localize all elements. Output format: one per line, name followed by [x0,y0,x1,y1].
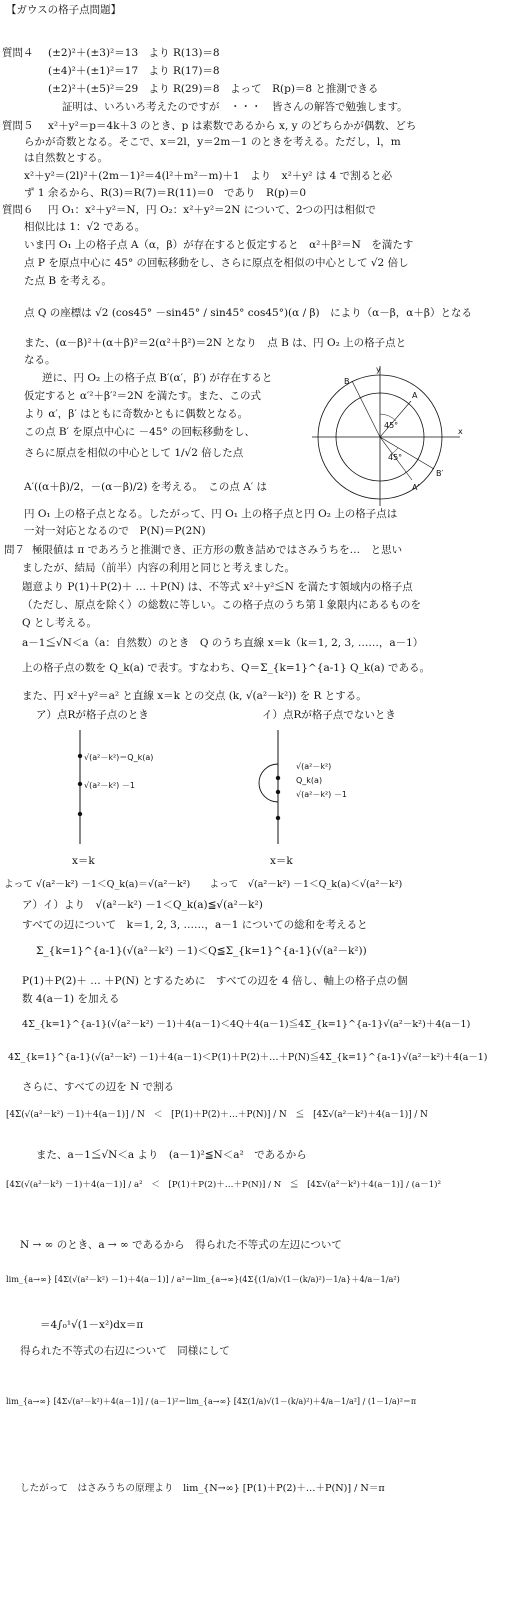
point-a-label: A [412,391,418,400]
q7-line-26: したがって はさみうちの原理より lim_{N→∞} [P(1)＋P(2)＋…＋P(N)] / N＝π [20,1483,385,1494]
q7-line-18: [4Σ(√(a²－k²) －1)＋4(a－1)] / N ＜ [P(1)＋P(2)＋…＋P(N)] / N ≦ [4Σ√(a²－k²)＋4(a－1)] / N [6,1110,428,1120]
segment-ob [352,381,380,437]
q5-line-5: ず 1 余るから、R(3)＝R(7)＝R(11)＝0 であり R(p)＝0 [24,187,307,199]
q5-line-3: は自然数とする。 [24,152,108,164]
case-b-label-3: √(a²－k²) －1 [296,790,347,799]
q6-line-13: さらに原点を相似の中心として 1/√2 倍した点 [24,447,244,459]
q6-line-8: なる。 [24,354,56,366]
angle-arc-1 [380,414,396,421]
q7-line-8: また、円 x²＋y²＝a² と直線 x＝k との交点 (k, √(a²－k²)) を R とする。 [22,690,367,702]
q6-line-7: また、(α－β)²＋(α＋β)²＝2(α²＋β²)＝2N となり 点 B は、円 O₂ 上の格子点と [24,337,407,349]
q6-line-11: より α′，β′ はともに奇数かともに偶数となる。 [24,408,249,420]
y-axis-label: y [376,365,381,374]
case-a-label-2: √(a²－k²) －1 [84,781,135,790]
q5-line-1: x²＋y²＝p＝4k＋3 のとき、p は素数であるから x, y のどちらかが偶数、どち [48,120,417,132]
point-b-label: B [344,377,350,386]
q7-line-20: [4Σ(√(a²－k²) －1)＋4(a－1)] / a² ＜ [P(1)＋P(2)＋…＋P(N)] / N ≦ [4Σ√(a²－k²)＋4(a－1)] / (a－1)² [6,1180,441,1190]
point-ap-label: A′ [412,483,420,492]
case-b-xk: x＝k [270,855,293,867]
q6-line-1: 円 O₁：x²＋y²＝N，円 O₂：x²＋y²＝2N について、2つの円は相似で [48,204,377,216]
q7-line-11: すべての辺について k＝1, 2, 3, ……，a－1 についての総和を考えると [22,919,368,931]
q4-line-1: (±2)²＋(±3)²＝13 より R(13)＝8 [48,47,220,59]
q7-line-12: Σ_{k=1}^{a-1}(√(a²－k²) －1)＜Q≦Σ_{k=1}^{a-1}(√(a²－k²)) [36,945,367,957]
q7-line-9: よって √(a²－k²) －1＜Q_k(a)＝√(a²－k²) よって √(a²－k²) －1＜Q_k(a)＜√(a²－k²) [4,879,403,890]
case-a-heading: ア）点Rが格子点のとき [36,709,149,721]
q7-line-3: 題意より P(1)＋P(2)＋ … ＋P(N) は、不等式 x²＋y²≦N を満たす領域内の格子点 [22,581,413,593]
q7-line-4: （ただし、原点を除く）の総数に等しい。この格子点のうち第１象限内にあるものを [22,599,421,611]
case-b-heading: イ）点Rが格子点でないとき [262,709,396,721]
q5-line-2: らかが奇数となる。そこで、x＝2l，y＝2m－1 のときを考える。ただし，l，m [24,136,401,148]
q6-line-5: た点 B を考える。 [24,275,112,287]
circles-figure [308,362,468,512]
q4-line-2: (±4)²＋(±1)²＝17 より R(17)＝8 [48,65,220,77]
q6-line-6-matrix: 点 Q の座標は √2 (cos45° －sin45° / sin45° cos45°)(α / β) により（α－β，α＋β）となる [24,307,472,319]
page-title: 【ガウスの格子点問題】 [6,4,122,16]
case-a-xk: x＝k [72,855,95,867]
q6-line-3: いま円 O₁ 上の格子点 A（α，β）が存在すると仮定すると α²＋β²＝N を満たす [24,239,414,251]
q6-line-9: 逆に、円 O₂ 上の格子点 B′(α′，β′) が存在すると [42,372,273,384]
segment-oa [380,401,411,437]
q6-line-14: A′((α＋β)/2，－(α－β)/2) を考える。 この点 A′ は [24,481,268,493]
q7-heading: 問７ [4,544,25,556]
q7-line-10: ア）イ）より √(a²－k²) －1＜Q_k(a)≦√(a²－k²) [22,899,263,911]
case-a-label-1: √(a²－k²)＝Q_k(a) [84,753,154,762]
q7-line-23: ＝4∫₀¹√(1－x²)dx＝π [40,1319,144,1331]
q7-line-16: 4Σ_{k=1}^{a-1}(√(a²－k²) －1)＋4(a－1)＜P(1)＋P(2)＋…＋P(N)≦4Σ_{k=1}^{a-1}√(a²－k²)＋4(a－1) [8,1052,488,1063]
q7-line-22: lim_{a→∞} [4Σ(√(a²－k²) －1)＋4(a－1)] / a²＝lim_{a→∞}(4Σ{(1/a)√(1－(k/a)²)－1/a}＋4/a－1/a²) [6,1274,400,1284]
q7-line-1: 極限値は π であろうと推測でき、正方形の敷き詰めではさみうちを… と思い [32,544,403,556]
q6-line-16: 一対一対応となるので P(N)＝P(2N) [24,525,206,537]
q6-line-4: 点 P を原点中心に 45° の回転移動をし、さらに原点を相似の中心として √2 倍し [24,257,409,269]
q4-line-3: (±2)²＋(±5)²＝29 より R(29)＝8 よって R(p)＝8 と推測できる [48,83,379,95]
q6-line-12: この点 B′ を原点中心に －45° の回転移動をし、 [24,426,256,438]
q4-line-4: 証明は、いろいろ考えたのですが ・・・ 皆さんの解答で勉強します。 [62,101,408,113]
q7-line-19: また、a－1≦√N＜a より (a－1)²≦N＜a² であるから [36,1149,307,1161]
x-axis-label: x [458,427,463,436]
point-bp-label: B′ [436,469,444,478]
case-b-label-1: √(a²－k²) [296,762,332,771]
q7-line-21: N → ∞ のとき、a → ∞ であるから 得られた不等式の左辺について [20,1239,342,1251]
q6-heading: 質問６ [2,204,34,216]
q6-line-15: 円 O₁ 上の格子点となる。したがって、円 O₁ 上の格子点と円 O₂ 上の格子点は [24,508,398,520]
q7-line-25: lim_{a→∞} [4Σ√(a²－k²)＋4(a－1)] / (a－1)²＝lim_{a→∞} [4Σ(1/a)√(1－(k/a)²)＋4/a－1/a²] / (1－1/a)²＝π [6,1397,417,1406]
q7-line-13: P(1)＋P(2)＋ … ＋P(N) とするために すべての辺を 4 倍し、軸上の格子点の個 [22,975,408,987]
q7-line-14: 数 4(a－1) を加える [22,993,120,1005]
q7-line-24: 得られた不等式の右辺について 同様にして [20,1345,230,1357]
q6-line-2: 相似比は 1：√2 である。 [24,221,146,233]
q7-line-6: a－1≦√N＜a（a：自然数）のとき Q のうち直線 x＝k（k＝1, 2, 3, ……，a－1） [22,637,424,649]
q4-heading: 質問４ [2,47,34,59]
q7-line-2: ましたが、結局（前半）内容の利用と同じと考えました。 [22,562,295,574]
q5-heading: 質問５ [2,120,34,132]
q7-line-7: 上の格子点の数を Q_k(a) で表す。すなわち、Q＝Σ_{k=1}^{a-1} Q_k(a) である。 [22,662,430,674]
q6-line-10: 仮定すると α′²＋β′²＝2N を満たす。また、この式 [24,390,262,402]
angle-label-2: 45° [388,453,403,462]
q7-line-5: Q とし考える。 [22,617,97,629]
q7-line-15: 4Σ_{k=1}^{a-1}(√(a²－k²) －1)＋4(a－1)＜4Q＋4(a－1)≦4Σ_{k=1}^{a-1}√(a²－k²)＋4(a－1) [22,1019,471,1030]
case-b-label-2: Q_k(a) [296,776,323,785]
q7-line-17: さらに、すべての辺を N で割る [22,1081,175,1093]
q5-line-4: x²＋y²＝(2l)²＋(2m－1)²＝4(l²＋m²－m)＋1 より x²＋y² は 4 で割ると必 [24,170,393,182]
angle-label-1: 45° [384,421,399,430]
case-b-figure [258,728,298,848]
